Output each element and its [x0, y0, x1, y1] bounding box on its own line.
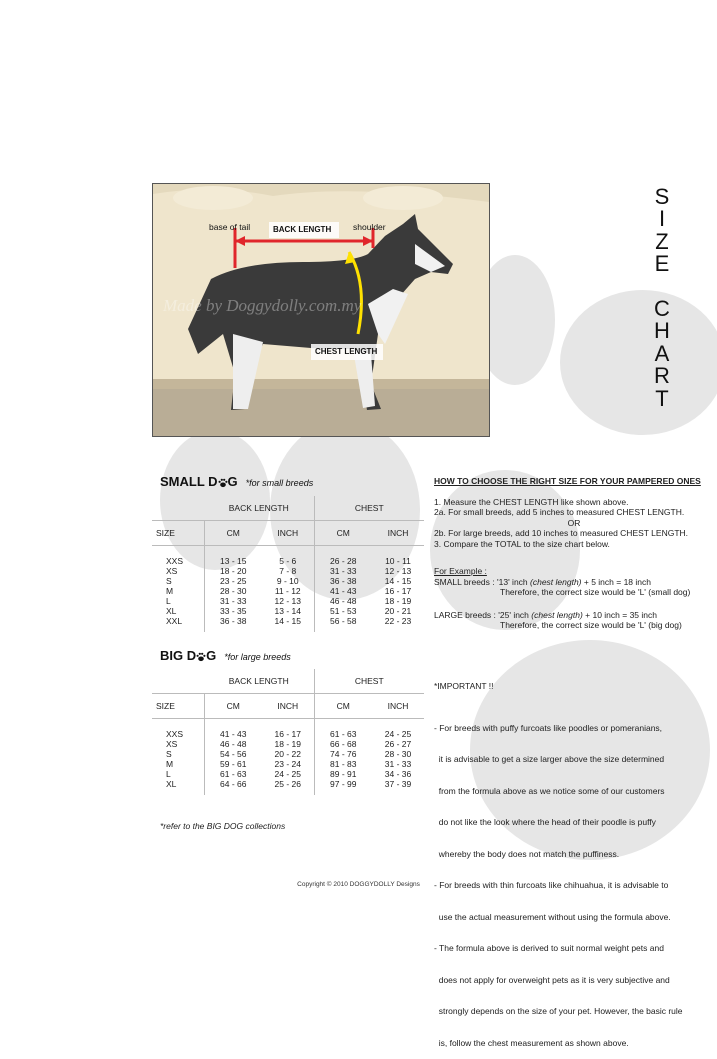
- table-cell: 41 - 43: [204, 729, 262, 739]
- table-row: [152, 759, 424, 769]
- table-cell: 10 - 11: [385, 556, 411, 566]
- group-header-chest: CHEST: [314, 496, 424, 521]
- important-line: strongly depends on the size of your pet. However, the basic rule: [434, 1006, 683, 1016]
- table-cell: [204, 789, 262, 795]
- table-cell: [314, 546, 372, 557]
- table-cell: S: [166, 749, 172, 759]
- table-header-row: [152, 626, 424, 632]
- table-cell: XXL: [166, 616, 183, 626]
- table-cell: [204, 719, 262, 730]
- table-cell: 81 - 83: [314, 759, 372, 769]
- table-cell: 11 - 12: [274, 586, 301, 596]
- large-example: LARGE breeds : '25' inch (chest length) + 10 inch = 35 inch: [434, 609, 657, 620]
- table-cell: 61 - 63: [204, 769, 262, 779]
- table-cell: 28 - 30: [204, 586, 262, 596]
- table-cell: XXS: [166, 556, 184, 566]
- title-letter: T: [655, 385, 669, 411]
- empty-header: [152, 496, 204, 521]
- col-header-inch: INCH: [372, 694, 424, 719]
- small-dog-title-post: G: [227, 474, 238, 489]
- table-cell: 18 - 19: [384, 596, 412, 606]
- important-section: [434, 660, 717, 1059]
- table-cell: 16 - 17: [384, 586, 412, 596]
- table-row: [152, 729, 424, 739]
- how-to-heading: HOW TO CHOOSE THE RIGHT SIZE FOR YOUR PAMPERED ONES: [434, 476, 701, 486]
- col-header-size: SIZE: [152, 521, 204, 546]
- table-cell: [152, 789, 204, 795]
- table-row: [152, 566, 424, 576]
- photo-watermark: Made by Doggydolly.com.my: [163, 296, 362, 315]
- table-header-row: [152, 521, 424, 546]
- table-cell: 13 - 15: [204, 556, 262, 566]
- col-header-cm: CM: [314, 694, 372, 719]
- table-cell: 74 - 76: [314, 749, 372, 759]
- table-header-row: [152, 669, 424, 694]
- title-letter: E: [654, 251, 670, 277]
- table-cell: 33 - 35: [204, 606, 262, 616]
- title-letter: [650, 276, 674, 298]
- important-line: - For breeds with puffy furcoats like poodles or pomeranians,: [434, 722, 663, 733]
- table-cell: 22 - 23: [384, 616, 412, 626]
- table-row: [152, 596, 424, 606]
- table-cell: 61 - 63: [314, 729, 372, 739]
- how-to-section: [434, 476, 714, 631]
- table-row: [152, 556, 424, 566]
- table-cell: 59 - 61: [204, 759, 262, 769]
- important-line: use the actual measurement without using the formula above.: [434, 911, 671, 922]
- table-cell: 26 - 27: [384, 739, 412, 749]
- table-cell: XXS: [166, 729, 184, 739]
- table-cell: 36 - 38: [314, 576, 372, 586]
- table-cell: 20 - 22: [274, 749, 301, 759]
- table-cell: 31 - 33: [314, 566, 372, 576]
- table-row: [152, 739, 424, 749]
- table-cell: 89 - 91: [314, 769, 372, 779]
- label-back-length: BACK LENGTH: [273, 225, 332, 234]
- title-letter: R: [654, 363, 670, 389]
- size-chart-title: [650, 186, 674, 410]
- small-example-result: Therefore, the correct size would be 'L' (small dog): [500, 587, 691, 597]
- label-shoulder: shoulder: [353, 222, 386, 232]
- big-dog-note: *for large breeds: [224, 652, 291, 662]
- table-header-row: [152, 546, 424, 557]
- title-letter: S: [654, 184, 670, 209]
- table-row: [152, 779, 424, 789]
- empty-header: [152, 669, 204, 694]
- col-header-inch: INCH: [262, 521, 314, 546]
- important-heading: *IMPORTANT !!: [434, 681, 494, 691]
- important-line: is, follow the chest measurement as shown above.: [434, 1037, 629, 1048]
- example-heading: For Example :: [434, 566, 487, 576]
- important-line: do not like the look where the head of their poodle is puffy: [434, 817, 656, 827]
- table-row: [152, 576, 424, 586]
- table-cell: L: [166, 596, 171, 606]
- label-chest-length: CHEST LENGTH: [315, 347, 378, 356]
- table-header-row: [152, 789, 424, 795]
- table-cell: XS: [166, 566, 178, 576]
- table-cell: 12 - 13: [384, 566, 412, 576]
- table-cell: 46 - 48: [314, 596, 372, 606]
- table-row: [152, 586, 424, 596]
- col-header-cm: CM: [314, 521, 372, 546]
- table-row: [152, 749, 424, 759]
- important-line: from the formula above as we notice some of our customers: [434, 785, 665, 796]
- table-cell: 31 - 33: [384, 759, 412, 769]
- table-cell: [372, 626, 424, 632]
- table-cell: [372, 719, 424, 730]
- spacer: [152, 719, 204, 730]
- table-cell: 28 - 30: [384, 749, 412, 759]
- table-cell: 46 - 48: [204, 739, 262, 749]
- table-cell: [262, 626, 314, 632]
- table-cell: [262, 719, 314, 730]
- table-cell: XL: [166, 606, 177, 616]
- table-cell: 26 - 28: [314, 556, 372, 566]
- how-to-step: 2b. For large breeds, add 10 inches to measured CHEST LENGTH.: [434, 528, 689, 538]
- table-cell: 36 - 38: [204, 616, 262, 626]
- table-cell: 64 - 66: [204, 779, 262, 789]
- table-cell: XL: [166, 779, 177, 789]
- table-cell: 7 - 8: [279, 566, 297, 576]
- important-line: - For breeds with thin furcoats like chihuahua, it is advisable to: [434, 880, 669, 890]
- important-line: it is advisable to get a size larger above the size determined: [434, 754, 665, 764]
- important-line: - The formula above is derived to suit normal weight pets and: [434, 943, 664, 953]
- table-cell: [204, 546, 262, 557]
- table-header-row: [152, 719, 424, 730]
- table-cell: 16 - 17: [274, 729, 301, 739]
- table-cell: 20 - 21: [384, 606, 412, 616]
- how-to-or: OR: [567, 517, 581, 528]
- big-dog-size-table: [152, 669, 424, 795]
- table-cell: 66 - 68: [314, 739, 372, 749]
- table-cell: 23 - 24: [274, 759, 301, 769]
- paw-icon: [218, 478, 228, 488]
- table-cell: [152, 626, 204, 632]
- big-dog-footnote: *refer to the BIG DOG collections: [160, 821, 286, 831]
- small-dog-title-pre: SMALL D: [160, 474, 218, 489]
- group-header-back-length: BACK LENGTH: [204, 669, 314, 694]
- table-cell: XS: [166, 739, 178, 749]
- table-cell: 41 - 43: [314, 586, 372, 596]
- table-cell: 97 - 99: [314, 779, 372, 789]
- table-cell: [314, 626, 372, 632]
- big-dog-heading: [160, 648, 291, 663]
- table-cell: 9 - 10: [276, 576, 299, 586]
- paw-icon: [196, 652, 206, 662]
- table-cell: 5 - 6: [279, 556, 297, 566]
- how-to-step: 2a. For small breeds, add 5 inches to measured CHEST LENGTH.: [434, 507, 685, 517]
- how-to-step: 3. Compare the TOTAL to the size chart below.: [434, 538, 610, 549]
- table-cell: 56 - 58: [314, 616, 372, 626]
- small-dog-note: *for small breeds: [245, 478, 314, 488]
- big-dog-title-pre: BIG D: [160, 648, 197, 663]
- table-cell: [262, 789, 314, 795]
- table-cell: 31 - 33: [204, 596, 262, 606]
- table-cell: 24 - 25: [274, 769, 301, 779]
- table-cell: 12 - 13: [274, 596, 301, 606]
- important-line: whereby the body does not match the puffiness.: [434, 848, 620, 859]
- title-letter: C: [654, 296, 670, 322]
- small-dog-size-table: [152, 496, 424, 632]
- table-cell: 14 - 15: [274, 616, 301, 626]
- col-header-cm: CM: [204, 521, 262, 546]
- important-line: does not apply for overweight pets as it is very subjective and: [434, 974, 670, 985]
- table-cell: [372, 546, 424, 557]
- title-letter: A: [654, 340, 670, 366]
- group-header-back-length: BACK LENGTH: [204, 496, 314, 521]
- table-cell: 54 - 56: [204, 749, 262, 759]
- col-header-inch: INCH: [372, 521, 424, 546]
- table-cell: 18 - 20: [204, 566, 262, 576]
- label-base-of-tail: base of tail: [209, 222, 251, 232]
- table-cell: 18 - 19: [274, 739, 301, 749]
- table-header-row: [152, 496, 424, 521]
- title-letter: H: [654, 318, 670, 344]
- col-header-inch: INCH: [262, 694, 314, 719]
- small-example: SMALL breeds : '13' inch (chest length) + 5 inch = 18 inch: [434, 576, 651, 587]
- table-cell: L: [166, 769, 171, 779]
- big-dog-title-post: G: [206, 648, 217, 663]
- table-cell: 37 - 39: [384, 779, 412, 789]
- table-row: [152, 769, 424, 779]
- dog-measurement-photo: [152, 183, 490, 437]
- small-dog-heading: [160, 474, 313, 489]
- title-letter: I: [658, 206, 666, 232]
- table-cell: [204, 626, 262, 632]
- table-cell: M: [166, 586, 174, 596]
- table-row: [152, 616, 424, 626]
- table-cell: 51 - 53: [314, 606, 372, 616]
- col-header-size: SIZE: [152, 694, 204, 719]
- table-cell: M: [166, 759, 174, 769]
- table-cell: 14 - 15: [384, 576, 412, 586]
- table-cell: [314, 719, 372, 730]
- table-cell: S: [166, 576, 172, 586]
- table-cell: 13 - 14: [274, 606, 301, 616]
- col-header-cm: CM: [204, 694, 262, 719]
- table-row: [152, 606, 424, 616]
- table-cell: 34 - 36: [384, 769, 412, 779]
- table-cell: 23 - 25: [204, 576, 262, 586]
- large-example-result: Therefore, the correct size would be 'L' (big dog): [500, 620, 682, 630]
- table-cell: 25 - 26: [274, 779, 301, 789]
- table-cell: 24 - 25: [384, 729, 412, 739]
- table-header-row: [152, 694, 424, 719]
- table-cell: [262, 546, 314, 557]
- copyright-footer: Copyright © 2010 DOGGYDOLLY Designs: [297, 881, 420, 888]
- spacer: [152, 546, 204, 557]
- group-header-chest: CHEST: [314, 669, 424, 694]
- table-cell: [372, 789, 424, 795]
- table-cell: [314, 789, 372, 795]
- how-to-step: 1. Measure the CHEST LENGTH like shown above.: [434, 496, 629, 507]
- title-letter: Z: [655, 228, 669, 254]
- background-paw-print: [560, 290, 717, 435]
